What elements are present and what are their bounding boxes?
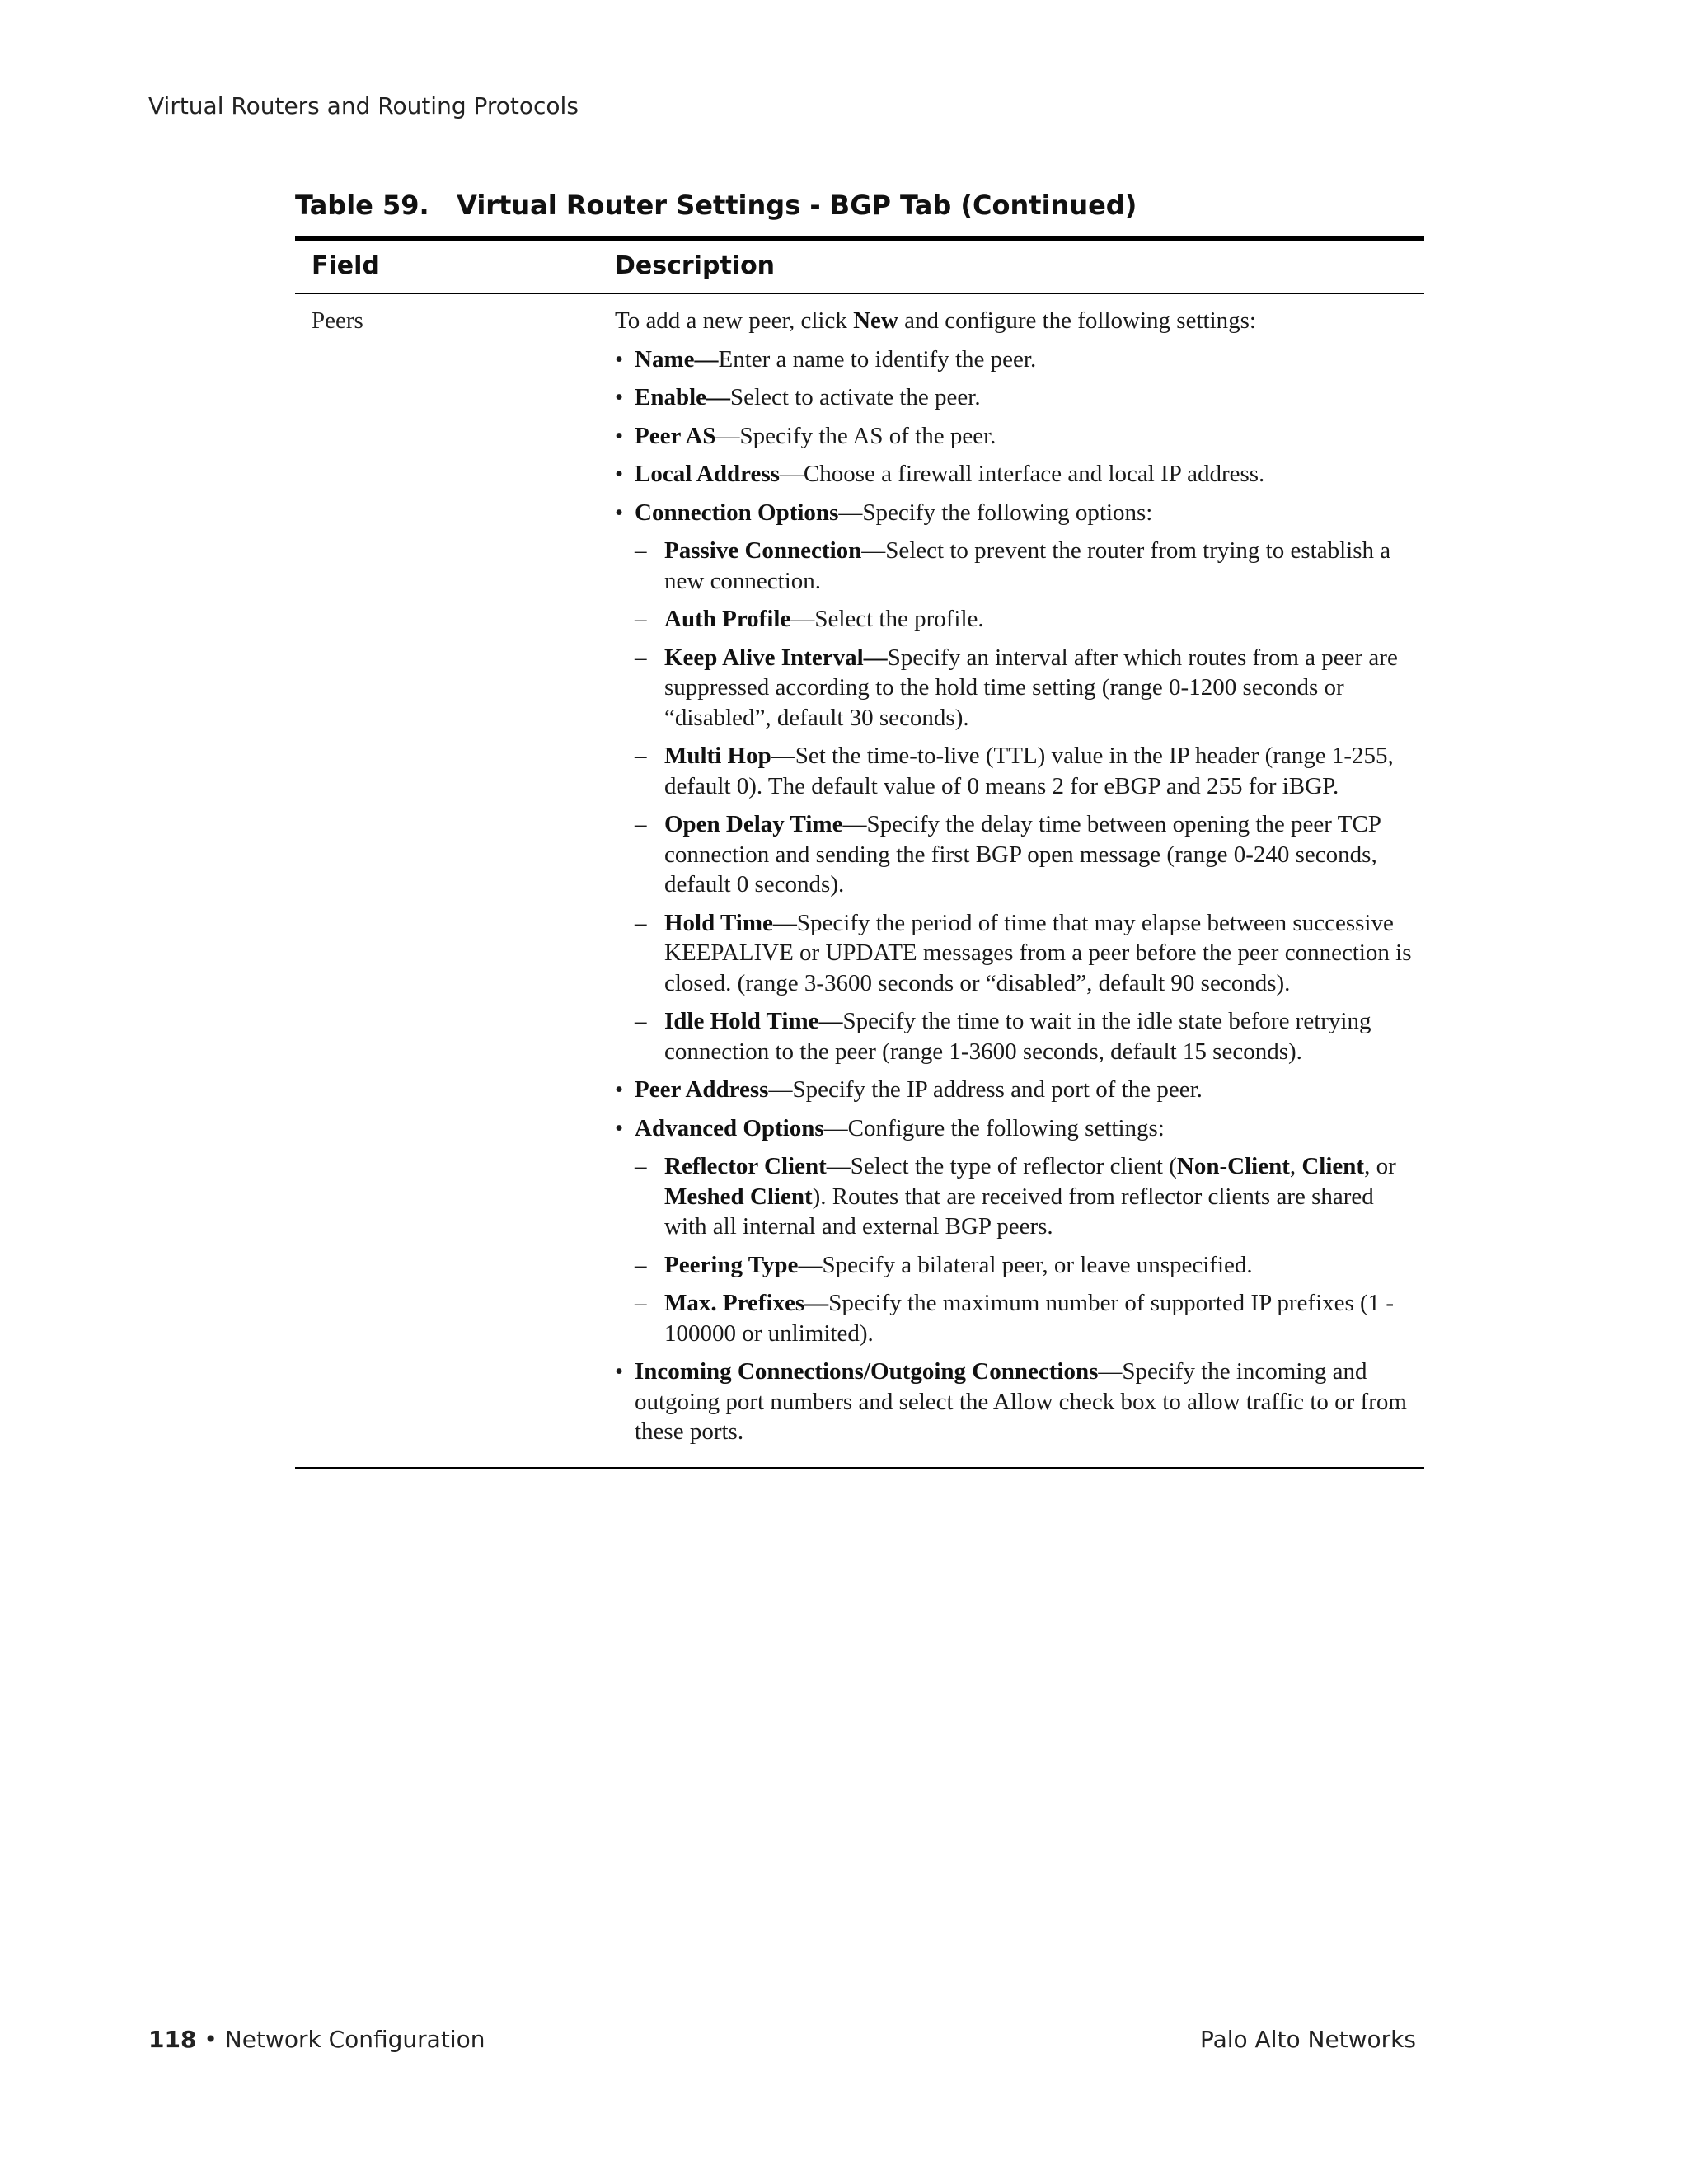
term-keep-alive-interval: Keep Alive Interval—	[664, 644, 888, 671]
term-advanced-options: Advanced Options	[635, 1114, 824, 1141]
list-item	[615, 459, 1414, 490]
term-hold-time: Hold Time	[664, 909, 773, 936]
description-cell	[615, 306, 1414, 1447]
desc-name: Enter a name to identify the peer.	[718, 345, 1037, 373]
footer-section: Network Configuration	[224, 2026, 485, 2053]
term-idle-hold-time: Idle Hold Time—	[664, 1008, 843, 1034]
sub-list-item	[615, 643, 1414, 733]
list-item	[615, 344, 1414, 375]
term-enable: Enable—	[635, 384, 731, 410]
term-incoming-outgoing-connections: Incoming Connections/Outgoing Connections	[635, 1358, 1099, 1385]
desc-peer-address: —Specify the IP address and port of the peer.	[768, 1076, 1203, 1103]
column-header-description: Description	[615, 251, 776, 280]
desc-peer-as: —Specify the AS of the peer.	[715, 422, 996, 449]
field-cell: Peers	[312, 307, 363, 334]
desc-advanced-options: —Configure the following settings:	[823, 1114, 1165, 1141]
term-reflector-client: Reflector Client	[664, 1153, 827, 1179]
sub-list-item	[615, 809, 1414, 900]
desc-reflector-client-end: ). Routes that are received from reflector clients are shared with all internal and external BGP peers.	[664, 1183, 1374, 1240]
desc-peering-type: —Specify a bilateral peer, or leave unspecified.	[798, 1251, 1253, 1278]
sub-list-item	[615, 1151, 1414, 1242]
desc-reflector-client: —Select the type of reflector client (	[826, 1153, 1177, 1179]
desc-open-delay-time: —Specify the delay time between opening the peer TCP connection and sending the first BGP open message (range 0-240 seconds, default 0 seconds).	[664, 811, 1381, 898]
option-meshed-client: Meshed Client	[664, 1183, 813, 1210]
footer-left	[148, 2026, 485, 2053]
running-header: Virtual Routers and Routing Protocols	[148, 92, 579, 120]
page-number: 118	[148, 2026, 197, 2053]
term-connection-options: Connection Options	[635, 499, 839, 526]
desc-local-address: —Choose a firewall interface and local IP address.	[779, 461, 1265, 487]
separator: , or	[1364, 1153, 1396, 1179]
list-item	[615, 382, 1414, 413]
desc-enable: Select to activate the peer.	[730, 384, 981, 410]
term-multi-hop: Multi Hop	[664, 743, 771, 769]
desc-incoming-outgoing-connections: —Specify the incoming and outgoing port numbers and select the Allow check box to allow traffic to or from these ports.	[635, 1358, 1407, 1445]
term-max-prefixes: Max. Prefixes—	[664, 1290, 829, 1316]
column-header-field: Field	[312, 251, 380, 280]
intro-text-end: and configure the following settings:	[898, 307, 1256, 334]
sub-list-item	[615, 536, 1414, 596]
desc-passive-connection: —Select to prevent the router from trying to establish a new connection.	[664, 537, 1391, 594]
desc-auth-profile: —Select the profile.	[790, 606, 984, 632]
table-bottom-rule	[295, 1467, 1424, 1469]
option-client: Client	[1301, 1153, 1365, 1179]
table-header-row	[295, 241, 1424, 293]
sub-list-item	[615, 1006, 1414, 1066]
sub-list-item	[615, 604, 1414, 635]
term-auth-profile: Auth Profile	[664, 606, 791, 632]
footer-company: Palo Alto Networks	[1199, 2026, 1416, 2053]
sub-list-item	[615, 1250, 1414, 1281]
footer-separator: •	[196, 2026, 225, 2053]
intro-text: To add a new peer, click	[615, 307, 854, 334]
table-row	[295, 294, 1424, 1467]
separator: ,	[1289, 1153, 1302, 1179]
term-peering-type: Peering Type	[664, 1251, 799, 1278]
term-local-address: Local Address	[635, 461, 780, 487]
desc-max-prefixes: Specify the maximum number of supported IP prefixes (1 - 100000 or unlimited).	[664, 1290, 1395, 1347]
desc-hold-time: —Specify the period of time that may elapse between successive KEEPALIVE or UPDATE messages from a peer before the peer connection is closed. (range 3-3600 seconds or “disabled”, default 90 seconds).	[664, 909, 1412, 996]
list-item	[615, 1075, 1414, 1105]
list-item	[615, 421, 1414, 452]
intro-paragraph	[615, 306, 1414, 336]
sub-list-item	[615, 741, 1414, 801]
sub-list-item	[615, 1288, 1414, 1348]
term-open-delay-time: Open Delay Time	[664, 811, 843, 837]
list-item	[615, 1113, 1414, 1144]
list-item	[615, 498, 1414, 528]
option-non-client: Non-Client	[1176, 1153, 1290, 1179]
desc-multi-hop: —Set the time-to-live (TTL) value in the IP header (range 1-255, default 0). The default value of 0 means 2 for eBGP and 255 for iBGP.	[664, 743, 1394, 799]
term-name: Name—	[635, 345, 719, 373]
settings-table	[295, 236, 1424, 1469]
sub-list-item	[615, 908, 1414, 999]
term-passive-connection: Passive Connection	[664, 537, 862, 564]
term-peer-address: Peer Address	[635, 1076, 769, 1103]
intro-new-term: New	[853, 307, 898, 334]
table-caption: Table 59. Virtual Router Settings - BGP Tab (Continued)	[295, 190, 1137, 221]
list-item	[615, 1357, 1414, 1447]
table-top-rule	[295, 236, 1424, 241]
term-peer-as: Peer AS	[635, 422, 716, 449]
desc-idle-hold-time: Specify the time to wait in the idle state before retrying connection to the peer (range 1-3600 seconds, default 15 seconds).	[664, 1008, 1372, 1065]
desc-keep-alive-interval: Specify an interval after which routes from a peer are suppressed according to the hold time setting (range 0-1200 seconds or “disabled”, default 30 seconds).	[664, 644, 1398, 731]
desc-connection-options: —Specify the following options:	[838, 499, 1153, 526]
